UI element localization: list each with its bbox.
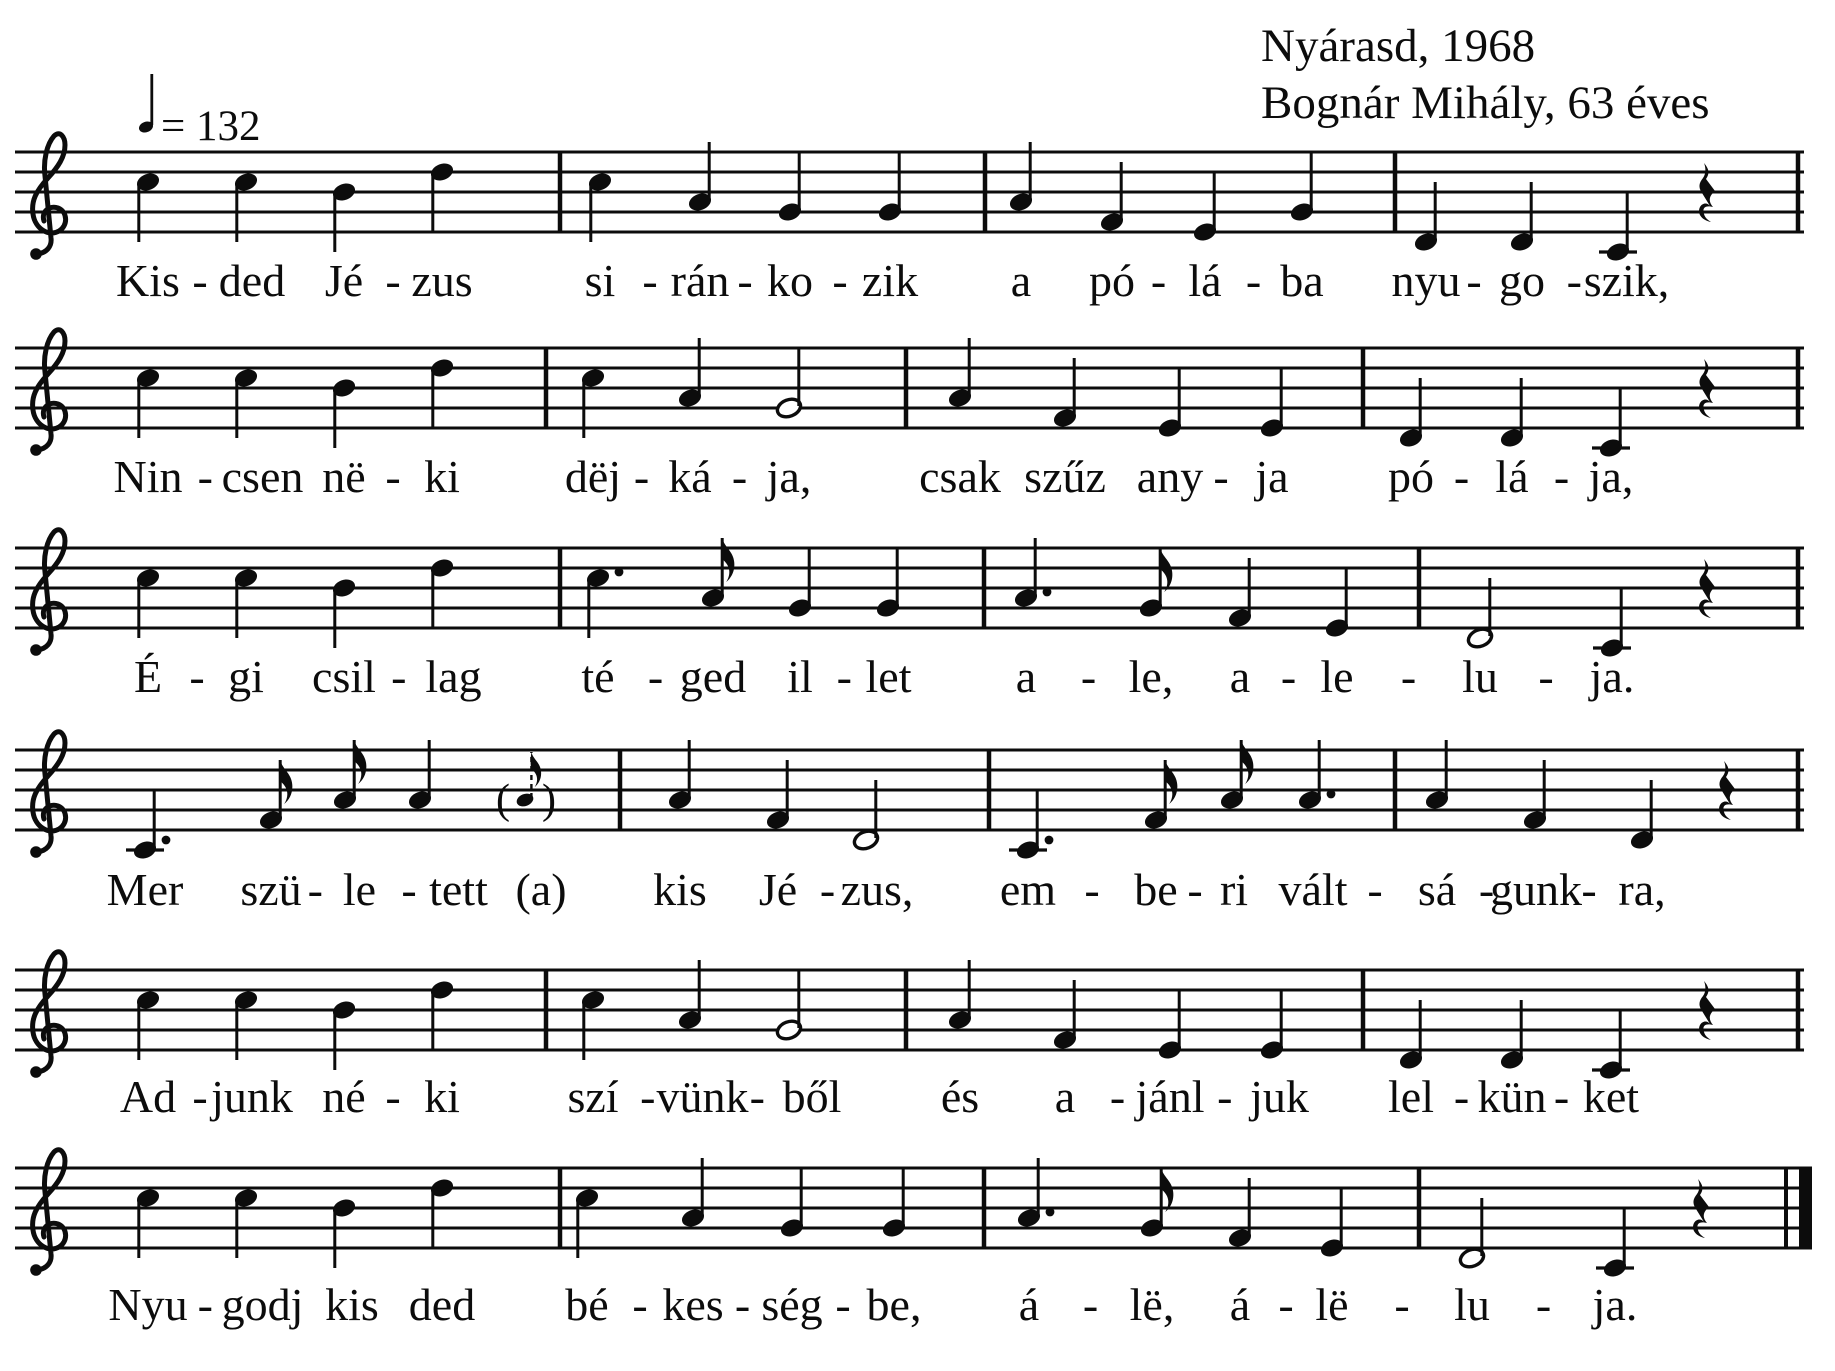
- lyric-syllable: vünk: [656, 1071, 749, 1122]
- lyric-syllable: ből: [782, 1071, 842, 1122]
- lyric-hyphen: -: [1581, 864, 1597, 915]
- lyric-syllable: bé: [565, 1279, 609, 1330]
- lyric-hyphen: -: [1367, 864, 1383, 915]
- lyric-syllable: a: [1229, 651, 1251, 702]
- lyric-hyphen: -: [1553, 451, 1570, 502]
- lyric-hyphen: -: [385, 451, 401, 502]
- lyric-syllable: a: [1010, 255, 1032, 306]
- lyric-syllable: ja,: [1588, 451, 1634, 502]
- lyric-syllable: ko: [767, 255, 813, 306]
- lyric-hyphen: -: [1478, 864, 1495, 915]
- lyric-hyphen: -: [1109, 1071, 1126, 1122]
- treble-clef-icon: [30, 1066, 42, 1078]
- lyric-hyphen: -: [1466, 255, 1482, 306]
- lyric-syllable: Kis: [116, 255, 180, 306]
- grace-note-paren: ): [542, 777, 556, 823]
- augmentation-dot: [1045, 836, 1054, 845]
- lyric-syllable: le,: [1128, 651, 1174, 702]
- lyric-syllable: ja: [1255, 451, 1289, 502]
- lyric-syllable: kes: [662, 1279, 724, 1330]
- lyric-hyphen: -: [1245, 255, 1262, 306]
- augmentation-dot: [1046, 1208, 1055, 1217]
- lyric-syllable: szü: [240, 864, 302, 915]
- lyric-syllable: sá: [1417, 864, 1457, 915]
- lyric-hyphen: -: [642, 255, 658, 306]
- treble-clef-icon: [30, 846, 42, 858]
- lyric-syllable: (a): [515, 864, 567, 915]
- lyric-syllable: nyu: [1391, 255, 1461, 306]
- lyric-syllable: Nyu: [108, 1279, 188, 1330]
- lyric-hyphen: -: [1187, 864, 1203, 915]
- lyric-syllable: ged: [679, 651, 747, 702]
- lyric-syllable: em: [999, 864, 1057, 915]
- lyric-hyphen: -: [1535, 1279, 1552, 1330]
- lyric-syllable: lá: [1495, 451, 1529, 502]
- lyric-syllable: csen: [221, 451, 304, 502]
- header-performer: Bognár Mihály, 63 éves: [1261, 77, 1710, 129]
- lyric-syllable: le: [1320, 651, 1354, 702]
- lyric-syllable: ki: [424, 451, 460, 502]
- lyric-syllable: kün: [1477, 1071, 1547, 1122]
- augmentation-dot: [615, 568, 624, 577]
- lyric-syllable: any: [1136, 451, 1204, 502]
- lyric-syllable: ja,: [766, 451, 812, 502]
- lyric-syllable: ri: [1219, 864, 1249, 915]
- augmentation-dot: [1043, 588, 1052, 597]
- lyric-syllable: szűz: [1024, 451, 1106, 502]
- treble-clef-icon: [30, 1264, 42, 1276]
- lyric-syllable: lu: [1462, 651, 1498, 702]
- lyric-syllable: szí: [567, 1071, 619, 1122]
- lyric-syllable: pó: [1388, 451, 1434, 502]
- lyric-hyphen: -: [832, 255, 848, 306]
- lyric-syllable: lag: [425, 651, 482, 702]
- lyric-hyphen: -: [1278, 1279, 1294, 1330]
- lyric-hyphen: -: [197, 451, 213, 502]
- lyric-syllable: në: [322, 451, 366, 502]
- lyric-hyphen: -: [1082, 1279, 1099, 1330]
- lyric-syllable: zik: [861, 255, 919, 306]
- lyric-syllable: lë,: [1129, 1279, 1175, 1330]
- lyric-hyphen: -: [1150, 255, 1167, 306]
- lyric-hyphen: -: [647, 651, 664, 702]
- lyric-hyphen: -: [632, 1279, 648, 1330]
- lyric-hyphen: -: [1394, 1279, 1410, 1330]
- lyric-syllable: zus,: [840, 864, 914, 915]
- lyric-hyphen: -: [385, 1071, 401, 1122]
- lyric-syllable: lu: [1454, 1279, 1490, 1330]
- lyric-syllable: ded: [218, 255, 286, 306]
- lyric-hyphen: -: [640, 1071, 656, 1122]
- lyric-syllable: és: [940, 1071, 980, 1122]
- lyric-syllable: lel: [1388, 1071, 1434, 1122]
- lyric-syllable: né: [322, 1071, 366, 1122]
- lyric-syllable: be,: [866, 1279, 922, 1330]
- augmentation-dot: [162, 836, 171, 845]
- lyric-syllable: té: [581, 651, 615, 702]
- lyric-hyphen: -: [819, 864, 836, 915]
- lyric-hyphen: -: [1400, 651, 1417, 702]
- lyric-syllable: il: [787, 651, 813, 702]
- header-place-date: Nyárasd, 1968: [1261, 20, 1536, 72]
- lyric-syllable: rán: [670, 255, 730, 306]
- lyric-syllable: junk: [211, 1071, 293, 1122]
- lyric-syllable: ja.: [1589, 651, 1635, 702]
- lyric-syllable: a: [1054, 1071, 1076, 1122]
- lyric-syllable: á: [1229, 1279, 1251, 1330]
- lyric-hyphen: -: [1553, 1071, 1570, 1122]
- lyric-hyphen: -: [836, 651, 852, 702]
- lyric-syllable: gunk: [1490, 864, 1582, 915]
- lyric-hyphen: -: [391, 651, 407, 702]
- lyric-hyphen: -: [401, 864, 417, 915]
- lyric-syllable: dëj: [564, 451, 622, 502]
- lyric-hyphen: -: [737, 255, 753, 306]
- lyric-syllable: ded: [408, 1279, 476, 1330]
- lyric-syllable: ki: [424, 1071, 460, 1122]
- lyric-syllable: zus: [411, 255, 473, 306]
- lyric-hyphen: -: [633, 451, 650, 502]
- lyric-syllable: á: [1018, 1279, 1040, 1330]
- final-barline-thick: [1799, 1168, 1812, 1248]
- lyric-syllable: csil: [312, 651, 376, 702]
- lyric-hyphen: -: [197, 1279, 213, 1330]
- lyric-hyphen: -: [1084, 864, 1100, 915]
- lyric-hyphen: -: [749, 1071, 765, 1122]
- treble-clef-icon: [30, 248, 42, 260]
- augmentation-dot: [1327, 790, 1336, 799]
- lyric-syllable: ja.: [1592, 1279, 1638, 1330]
- lyric-syllable: kis: [325, 1279, 379, 1330]
- lyric-syllable: ket: [1582, 1071, 1640, 1122]
- lyric-syllable: tett: [429, 864, 488, 915]
- lyric-hyphen: -: [189, 651, 205, 702]
- lyric-syllable: É: [133, 651, 163, 702]
- lyric-syllable: a: [1015, 651, 1037, 702]
- lyric-syllable: juk: [1250, 1071, 1309, 1122]
- lyric-syllable: kis: [653, 864, 707, 915]
- lyric-hyphen: -: [1538, 651, 1554, 702]
- lyric-hyphen: -: [1217, 1071, 1233, 1122]
- lyric-hyphen: -: [1280, 651, 1297, 702]
- lyric-hyphen: -: [1213, 451, 1229, 502]
- lyric-syllable: si: [584, 255, 616, 306]
- grace-note-paren: (: [496, 777, 510, 823]
- lyric-syllable: ség: [761, 1279, 823, 1330]
- lyric-syllable: ká: [668, 451, 712, 502]
- lyric-syllable: go: [1499, 255, 1545, 306]
- lyric-hyphen: -: [1566, 255, 1582, 306]
- lyric-syllable: pó: [1089, 255, 1135, 306]
- lyric-syllable: ba: [1280, 255, 1324, 306]
- lyric-syllable: Jé: [324, 255, 364, 306]
- lyric-syllable: Jé: [758, 864, 798, 915]
- lyric-syllable: szik,: [1583, 255, 1670, 306]
- lyric-syllable: gi: [228, 651, 264, 702]
- lyric-hyphen: -: [1080, 651, 1097, 702]
- lyric-hyphen: -: [192, 1071, 208, 1122]
- lyric-hyphen: -: [835, 1279, 851, 1330]
- lyric-syllable: vált: [1278, 864, 1348, 915]
- lyric-hyphen: -: [1453, 451, 1470, 502]
- lyric-syllable: be: [1134, 864, 1178, 915]
- lyric-hyphen: -: [192, 255, 208, 306]
- lyric-syllable: lë: [1315, 1279, 1349, 1330]
- lyric-syllable: ra,: [1618, 864, 1666, 915]
- lyric-syllable: Mer: [106, 864, 184, 915]
- lyric-syllable: Nin: [113, 451, 183, 502]
- treble-clef-icon: [30, 644, 42, 656]
- lyric-syllable: jánl: [1135, 1071, 1205, 1122]
- lyric-hyphen: -: [1453, 1071, 1470, 1122]
- treble-clef-icon: [30, 444, 42, 456]
- lyric-syllable: le: [342, 864, 377, 915]
- lyric-syllable: Ad: [119, 1071, 177, 1122]
- lyric-syllable: let: [865, 651, 912, 702]
- lyric-hyphen: -: [731, 451, 748, 502]
- lyric-syllable: csak: [919, 451, 1001, 502]
- lyric-syllable: godj: [221, 1279, 304, 1330]
- tempo-marking-text: = 132: [161, 103, 261, 150]
- lyric-hyphen: -: [385, 255, 401, 306]
- lyric-hyphen: -: [734, 1279, 751, 1330]
- lyric-syllable: lá: [1188, 255, 1222, 306]
- lyric-hyphen: -: [307, 864, 323, 915]
